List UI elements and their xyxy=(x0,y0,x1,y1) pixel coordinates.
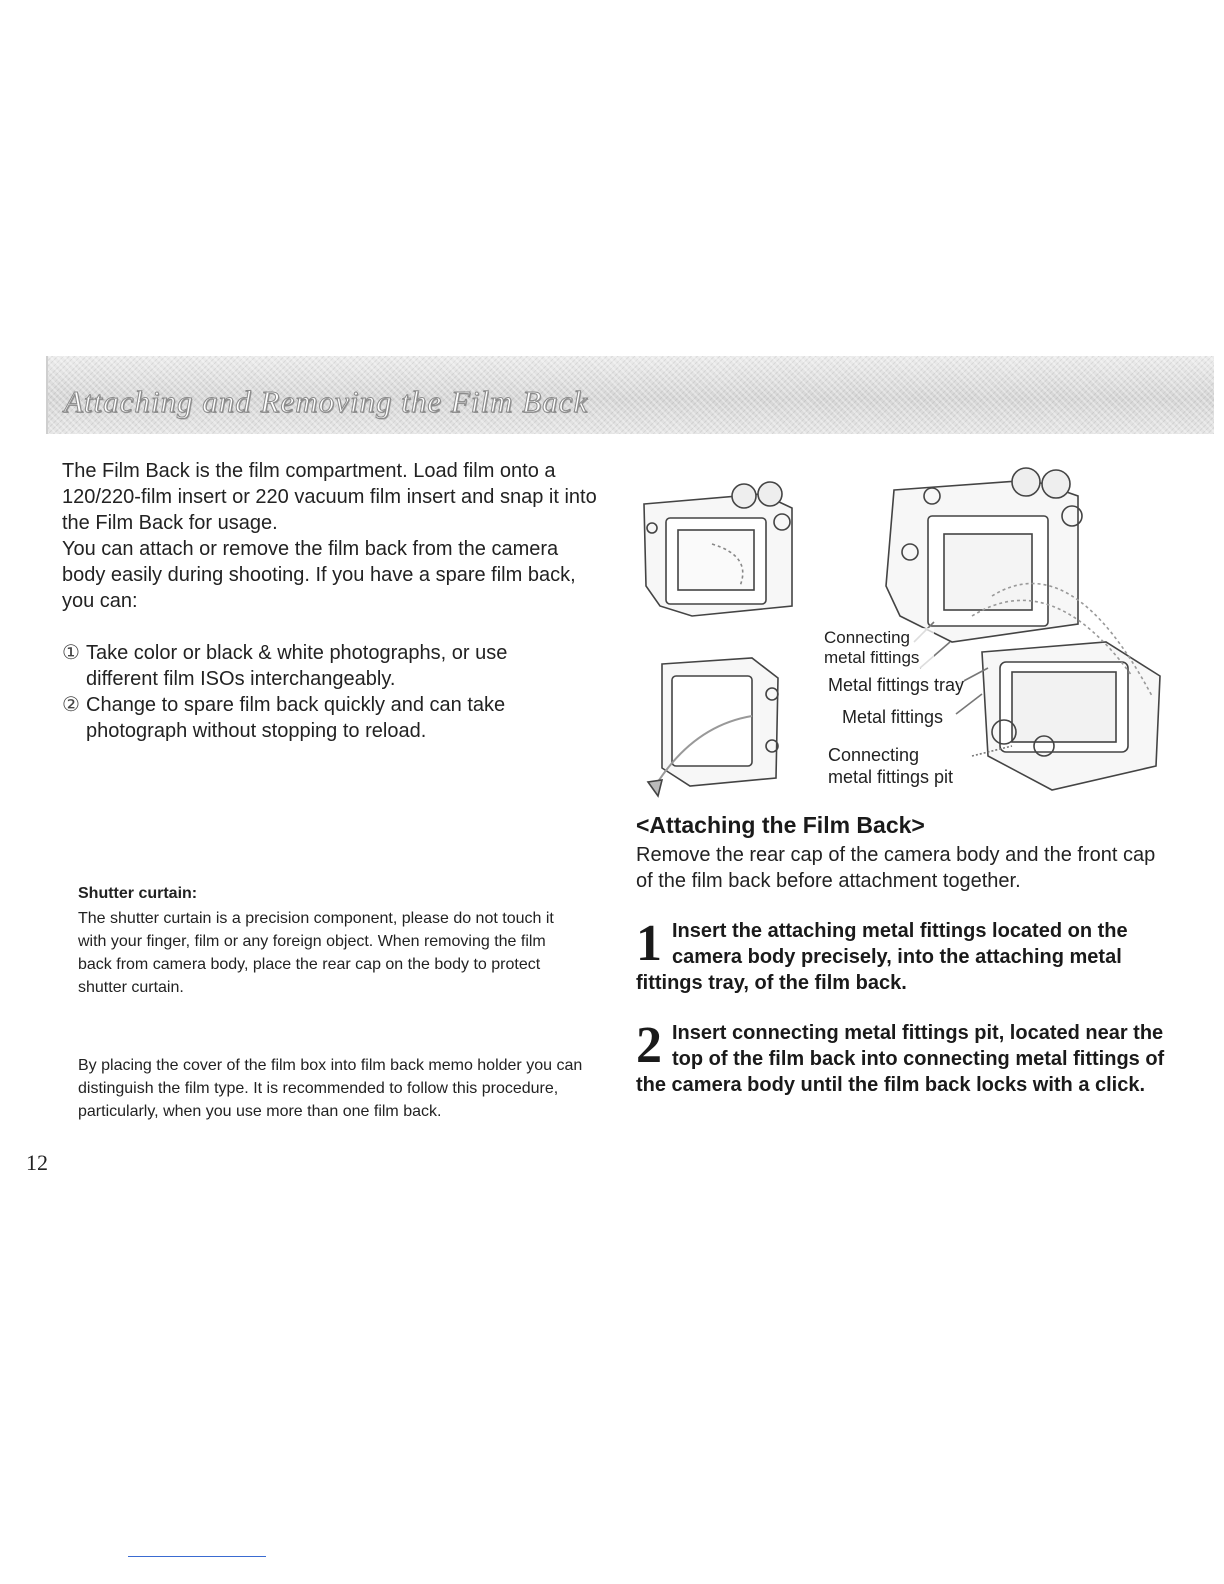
benefit-list xyxy=(62,640,582,744)
list-item-text: Take color or black & white photographs, or use different film ISOs interchangeably. xyxy=(86,642,508,690)
page-number: 12 xyxy=(26,1150,48,1175)
list-item-number: ② xyxy=(62,694,80,716)
attaching-intro: Remove the rear cap of the camera body and the front cap of the film back before attachment together. xyxy=(636,844,1156,892)
memo-holder-note: By placing the cover of the film box into film back memo holder you can distinguish the film type. It is recommended to follow this procedure, particularly, when you use more than one film back. xyxy=(78,1057,583,1120)
step-2 xyxy=(636,1017,1176,1098)
list-item xyxy=(62,640,582,692)
list-item-text: Change to spare film back quickly and can take photograph without stopping to reload. xyxy=(86,694,506,742)
section-title: Attaching and Removing the Film Back xyxy=(64,384,589,419)
footer-rule xyxy=(128,1556,266,1557)
step-text: Insert the attaching metal fittings located on the camera body precisely, into the attaching metal fittings tray, of the film back. xyxy=(636,920,1128,994)
shutter-curtain-note xyxy=(78,882,578,999)
shutter-curtain-text: The shutter curtain is a precision component, please do not touch it with your finger, film or any foreign object. When removing the film back from camera body, place the rear cap on the body to protect shutter curtain. xyxy=(78,910,554,996)
list-item xyxy=(62,692,582,744)
film-back-small-drawing xyxy=(648,658,778,796)
camera-body-large-drawing xyxy=(886,468,1082,642)
step-text: Insert connecting metal fittings pit, located near the top of the film back into connecting metal fittings of the camera body until the film back locks with a click. xyxy=(636,1022,1165,1096)
attaching-heading: <Attaching the Film Back> xyxy=(636,812,925,838)
step-1 xyxy=(636,915,1176,996)
label-fittings-tray: Metal fittings tray xyxy=(828,675,965,695)
label-connecting-fittings: Connecting metal fittings xyxy=(824,628,934,668)
intro-paragraph-2: You can attach or remove the film back from the camera body easily during shooting. If you have a spare film back, you can: xyxy=(62,538,576,612)
label-fittings-pit: Connecting metal fittings pit xyxy=(828,744,968,788)
section-banner xyxy=(46,356,1214,434)
step-number: 2 xyxy=(636,1017,662,1074)
film-back-illustration xyxy=(632,456,1172,816)
intro-paragraph-1: The Film Back is the film compartment. Load film onto a 120/220-film insert or 220 vacuum film insert and snap it into the Film Back for usage. xyxy=(62,460,597,534)
list-item-number: ① xyxy=(62,642,80,664)
step-number: 1 xyxy=(636,915,662,972)
label-metal-fittings: Metal fittings xyxy=(842,707,944,727)
intro-text xyxy=(62,458,602,614)
camera-body-small-drawing xyxy=(644,482,792,616)
shutter-curtain-heading: Shutter curtain: xyxy=(78,885,198,902)
